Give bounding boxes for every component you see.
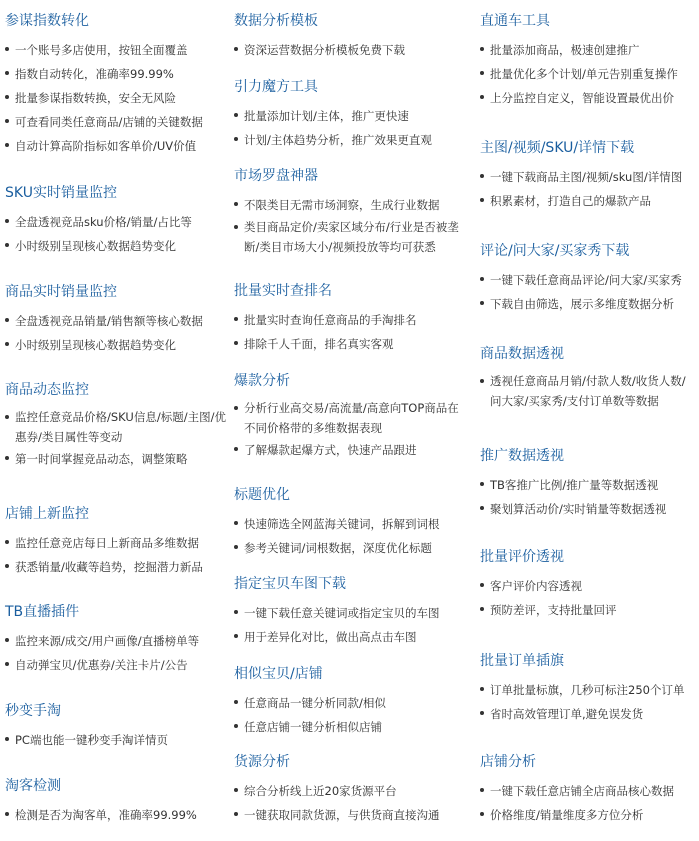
bullet-icon (234, 634, 238, 638)
list-item (5, 803, 227, 827)
list-item (234, 803, 459, 827)
feature-list (480, 268, 695, 316)
bullet-icon (5, 564, 9, 568)
list-item (480, 38, 695, 62)
list-item (480, 268, 695, 292)
bullet-icon (5, 318, 9, 322)
feature-section (5, 184, 227, 258)
feature-list (234, 691, 459, 739)
feature-list (234, 38, 459, 62)
feature-list (480, 165, 695, 213)
list-item-text: 价格维度/销量维度多方位分析 (490, 808, 644, 822)
list-item-text: 用于差异化对比，做出高点击车图 (244, 630, 417, 644)
feature-list (234, 308, 459, 356)
feature-section (234, 282, 459, 356)
list-item-text: 小时级别呈现核心数据趋势变化 (15, 239, 176, 253)
list-item (5, 309, 227, 333)
list-item (234, 128, 459, 152)
list-item (5, 728, 227, 752)
feature-list (480, 473, 695, 521)
feature-section (480, 652, 695, 726)
section-title: 标题优化 (234, 487, 290, 503)
feature-section (480, 12, 695, 110)
list-item (480, 803, 695, 827)
list-item-text: 批量添加商品，极速创建推广 (490, 43, 640, 57)
feature-section (5, 283, 227, 357)
list-item (234, 601, 459, 625)
list-item (234, 38, 459, 62)
bullet-icon (5, 342, 9, 346)
section-title: 店铺上新监控 (5, 506, 89, 522)
feature-list (5, 210, 227, 258)
feature-section (5, 12, 227, 158)
list-item-text: 不限类目无需市场洞察，生成行业数据 (244, 198, 440, 212)
feature-list (480, 371, 695, 411)
feature-section (480, 242, 695, 316)
section-title: 市场罗盘神器 (234, 168, 318, 184)
list-item (5, 629, 227, 653)
list-item-text: 类目商品定价/卖家区域分布/行业是否被垄断/类目市场大小/视频投放等均可获悉 (244, 220, 459, 254)
bullet-icon (234, 700, 238, 704)
list-item (234, 438, 459, 462)
bullet-icon (234, 406, 238, 410)
list-item (234, 512, 459, 536)
section-title: 货源分析 (234, 754, 290, 770)
feature-list (480, 779, 695, 827)
list-item (5, 407, 227, 447)
feature-section (234, 167, 459, 257)
feature-section (234, 486, 459, 560)
list-item-text: 综合分析线上近20家货源平台 (244, 784, 397, 798)
bullet-icon (5, 95, 9, 99)
bullet-icon (5, 737, 9, 741)
section-title: 指定宝贝车图下载 (234, 576, 346, 592)
list-item-text: 排除千人千面，排名真实客观 (244, 337, 394, 351)
list-item (234, 779, 459, 803)
list-item-text: 任意店铺一键分析相似店铺 (244, 720, 382, 734)
list-item (234, 625, 459, 649)
list-item-text: TB客推广比例/推广量等数据透视 (490, 478, 659, 492)
feature-section (234, 12, 459, 62)
section-title: 直通车工具 (480, 13, 550, 29)
list-item (5, 62, 227, 86)
list-item-text: 下载自由筛选，展示多维度数据分析 (490, 297, 674, 311)
bullet-icon (234, 202, 238, 206)
bullet-icon (480, 482, 484, 486)
list-item-text: 一键获取同款货源，与供货商直接沟通 (244, 808, 440, 822)
bullet-icon (480, 301, 484, 305)
section-title: 主图/视频/SKU/详情下载 (480, 140, 635, 156)
bullet-icon (234, 788, 238, 792)
list-item-text: 参考关键词/词根数据，深度优化标题 (244, 541, 432, 555)
list-item-text: 批量参谋指数转换，安全无风险 (15, 91, 176, 105)
list-item-text: 一键下载任意商品评论/问大家/买家秀 (490, 273, 682, 287)
list-item (5, 447, 227, 471)
bullet-icon (5, 812, 9, 816)
list-item-text: 积累素材，打造自己的爆款产品 (490, 194, 651, 208)
feature-list (234, 398, 459, 462)
list-item-text: 监控任意竞店每日上新商品多维数据 (15, 536, 199, 550)
list-item-text: 获悉销量/收藏等趋势，挖掘潜力新品 (15, 560, 203, 574)
bullet-icon (234, 113, 238, 117)
list-item-text: 资深运营数据分析模板免费下载 (244, 43, 405, 57)
feature-section (480, 447, 695, 521)
list-item-text: 一个账号多店使用，按钮全面覆盖 (15, 43, 188, 57)
list-item (480, 678, 695, 702)
feature-list (5, 38, 227, 158)
list-item (480, 598, 695, 622)
bullet-icon (5, 415, 9, 419)
section-title: 批量实时查排名 (234, 283, 332, 299)
bullet-icon (5, 540, 9, 544)
bullet-icon (5, 119, 9, 123)
list-item-text: 聚划算活动价/实时销量等数据透视 (490, 502, 667, 516)
list-item (234, 193, 459, 217)
list-item-text: 全盘透视竞品销量/销售额等核心数据 (15, 314, 203, 328)
section-title: TB直播插件 (5, 604, 80, 620)
bullet-icon (234, 610, 238, 614)
list-item-text: 任意商品一键分析同款/相似 (244, 696, 386, 710)
bullet-icon (5, 71, 9, 75)
bullet-icon (480, 95, 484, 99)
list-item (480, 702, 695, 726)
feature-section (480, 548, 695, 622)
bullet-icon (5, 143, 9, 147)
list-item (480, 497, 695, 521)
list-item-text: 批量实时查询任意商品的手淘排名 (244, 313, 417, 327)
section-title: 批量订单插旗 (480, 653, 564, 669)
list-item-text: 小时级别呈现核心数据趋势变化 (15, 338, 176, 352)
feature-list (5, 531, 227, 579)
list-item (234, 332, 459, 356)
feature-list (480, 678, 695, 726)
list-item (5, 210, 227, 234)
list-item-text: 上分监控自定义，智能设置最优出价 (490, 91, 674, 105)
feature-section (234, 372, 459, 462)
feature-list (5, 629, 227, 677)
list-item-text: 计划/主体趋势分析，推广效果更直观 (244, 133, 432, 147)
list-item (480, 371, 695, 411)
feature-list (234, 779, 459, 827)
list-item-text: 一键下载商品主图/视频/sku图/详情图 (490, 170, 683, 184)
list-item (234, 715, 459, 739)
list-item-text: 监控来源/成交/用户画像/直播榜单等 (15, 634, 200, 648)
list-item-text: 自动计算高阶指标如客单价/UV价值 (15, 139, 197, 153)
list-item-text: 指数自动转化，准确率99.99% (15, 67, 174, 81)
section-title: 商品动态监控 (5, 382, 89, 398)
bullet-icon (480, 607, 484, 611)
list-item-text: 快速筛选全网蓝海关键词，拆解到词根 (244, 517, 440, 531)
feature-list (480, 38, 695, 110)
list-item-text: 第一时间掌握竞品动态，调整策略 (15, 452, 188, 466)
feature-section (5, 381, 227, 471)
section-title: 商品数据透视 (480, 346, 564, 362)
list-item-text: 订单批量标旗，几秒可标注250个订单 (490, 683, 685, 697)
section-title: 推广数据透视 (480, 448, 564, 464)
bullet-icon (480, 277, 484, 281)
feature-section (234, 753, 459, 827)
list-item (480, 574, 695, 598)
list-item-text: 一键下载任意关键词或指定宝贝的车图 (244, 606, 440, 620)
bullet-icon (480, 711, 484, 715)
list-item (5, 38, 227, 62)
bullet-icon (234, 47, 238, 51)
section-title: 爆款分析 (234, 373, 290, 389)
feature-section (234, 665, 459, 739)
list-item (234, 398, 459, 438)
bullet-icon (5, 219, 9, 223)
list-item (5, 531, 227, 555)
bullet-icon (5, 456, 9, 460)
section-title: 店铺分析 (480, 754, 536, 770)
list-item (480, 189, 695, 213)
section-title: 淘客检测 (5, 778, 61, 794)
bullet-icon (5, 47, 9, 51)
bullet-icon (234, 447, 238, 451)
list-item (234, 217, 459, 257)
bullet-icon (480, 812, 484, 816)
bullet-icon (234, 225, 238, 229)
bullet-icon (480, 71, 484, 75)
list-item (234, 536, 459, 560)
bullet-icon (480, 687, 484, 691)
list-item (480, 292, 695, 316)
list-item-text: 一键下载任意店铺全店商品核心数据 (490, 784, 674, 798)
list-item (480, 779, 695, 803)
bullet-icon (234, 317, 238, 321)
feature-section (480, 753, 695, 827)
feature-list (234, 104, 459, 152)
bullet-icon (5, 662, 9, 666)
bullet-icon (5, 243, 9, 247)
feature-list (234, 193, 459, 257)
feature-section (480, 139, 695, 213)
bullet-icon (480, 583, 484, 587)
section-title: 相似宝贝/店铺 (234, 666, 323, 682)
list-item-text: 批量优化多个计划/单元告别重复操作 (490, 67, 678, 81)
section-title: 数据分析模板 (234, 13, 318, 29)
bullet-icon (480, 47, 484, 51)
bullet-icon (234, 724, 238, 728)
list-item (5, 333, 227, 357)
list-item (5, 234, 227, 258)
list-item (480, 165, 695, 189)
bullet-icon (5, 638, 9, 642)
list-item (5, 555, 227, 579)
list-item-text: 预防差评，支持批量回评 (490, 603, 617, 617)
list-item-text: 监控任意竞品价格/SKU信息/标题/主图/优惠券/类目属性等变动 (15, 410, 226, 444)
list-item-text: 省时高效管理订单,避免误发货 (490, 707, 644, 721)
list-item-text: PC端也能一键秒变手淘详情页 (15, 733, 168, 747)
section-title: 评论/问大家/买家秀下载 (480, 243, 630, 259)
feature-list (234, 512, 459, 560)
section-title: SKU实时销量监控 (5, 185, 117, 201)
bullet-icon (480, 198, 484, 202)
list-item (5, 86, 227, 110)
bullet-icon (480, 379, 484, 383)
feature-section (480, 345, 695, 411)
bullet-icon (234, 545, 238, 549)
list-item-text: 自动弹宝贝/优惠券/关注卡片/公告 (15, 658, 188, 672)
section-title: 秒变手淘 (5, 703, 61, 719)
feature-section (5, 777, 227, 827)
feature-section (5, 702, 227, 752)
feature-list (234, 601, 459, 649)
list-item-text: 全盘透视竞品sku价格/销量/占比等 (15, 215, 192, 229)
list-item-text: 批量添加计划/主体，推广更快速 (244, 109, 409, 123)
list-item (234, 308, 459, 332)
list-item (5, 653, 227, 677)
list-item-text: 透视任意商品月销/付款人数/收货人数/问大家/买家秀/支付订单数等数据 (490, 374, 686, 408)
feature-list (5, 407, 227, 471)
list-item (480, 473, 695, 497)
feature-section (234, 78, 459, 152)
feature-section (234, 575, 459, 649)
feature-section (5, 505, 227, 579)
bullet-icon (234, 137, 238, 141)
feature-list (480, 574, 695, 622)
list-item-text: 了解爆款起爆方式，快速产品跟进 (244, 443, 417, 457)
section-title: 商品实时销量监控 (5, 284, 117, 300)
bullet-icon (480, 174, 484, 178)
list-item (234, 691, 459, 715)
bullet-icon (234, 521, 238, 525)
list-item-text: 客户评价内容透视 (490, 579, 582, 593)
list-item (234, 104, 459, 128)
section-title: 参谋指数转化 (5, 13, 89, 29)
list-item (480, 62, 695, 86)
section-title: 引力魔方工具 (234, 79, 318, 95)
list-item (5, 110, 227, 134)
feature-list (5, 728, 227, 752)
bullet-icon (234, 341, 238, 345)
feature-list (5, 309, 227, 357)
feature-list (5, 803, 227, 827)
list-item-text: 可查看同类任意商品/店铺的关键数据 (15, 115, 203, 129)
list-item (480, 86, 695, 110)
section-title: 批量评价透视 (480, 549, 564, 565)
bullet-icon (234, 812, 238, 816)
list-item-text: 分析行业高交易/高流量/高意向TOP商品在不同价格带的多维数据表现 (244, 401, 459, 435)
bullet-icon (480, 506, 484, 510)
list-item (5, 134, 227, 158)
bullet-icon (480, 788, 484, 792)
list-item-text: 检测是否为淘客单，准确率99.99% (15, 808, 197, 822)
feature-section (5, 603, 227, 677)
